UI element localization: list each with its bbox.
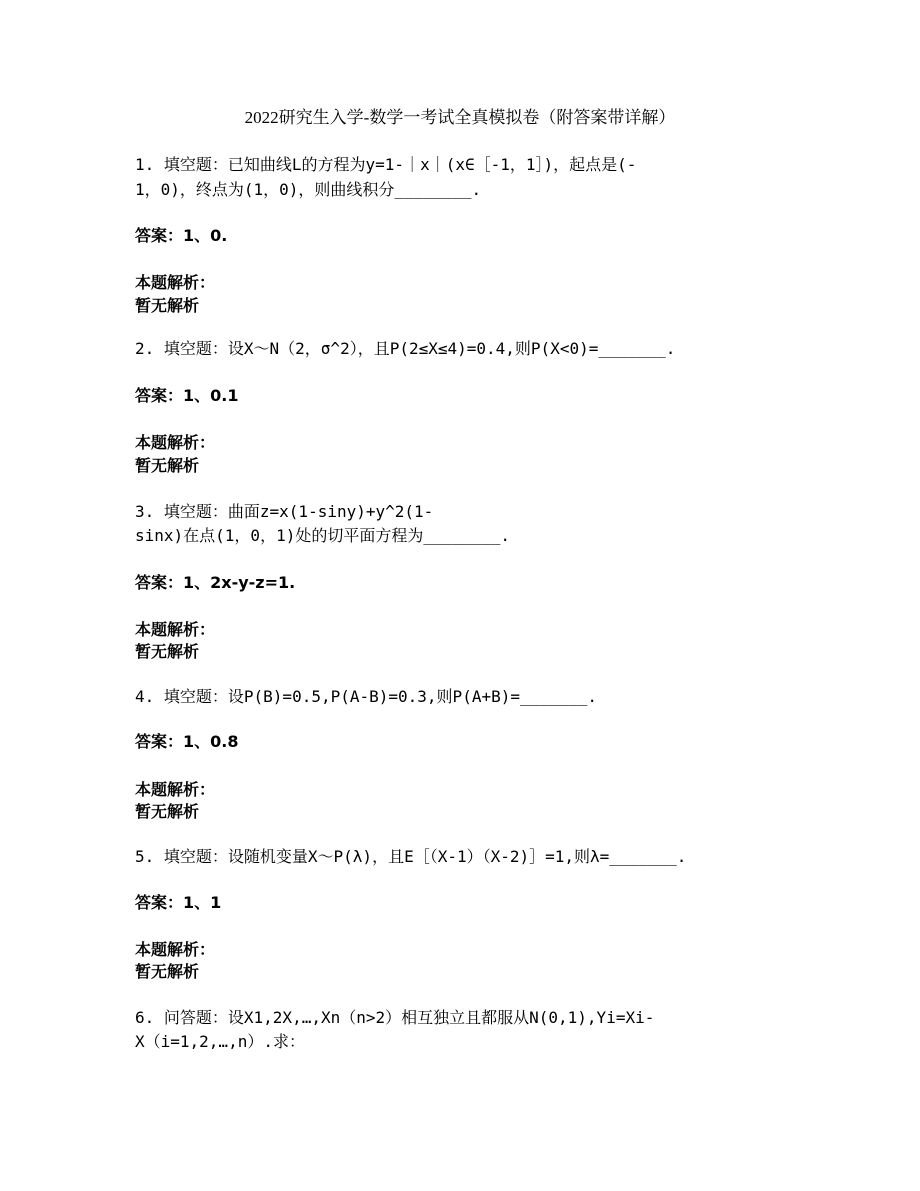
analysis-5: 暂无解析 <box>135 962 200 981</box>
analysis-4: 暂无解析 <box>135 802 200 821</box>
answer-5: 答案：1、1 <box>135 893 222 912</box>
analysis-label-4: 本题解析： <box>135 780 216 799</box>
analysis-label-1: 本题解析： <box>135 273 216 292</box>
analysis-label-2: 本题解析： <box>135 433 216 452</box>
analysis-label-5: 本题解析： <box>135 940 216 959</box>
analysis-2: 暂无解析 <box>135 456 200 475</box>
question-3-line-1: 3. 填空题：曲面z=x(1-siny)+y^2(1- <box>135 502 434 521</box>
question-6-line-1: 6. 问答题：设X1,2X,…,Xn（n>2）相互独立且都服从N(0,1),Yi=Xi- <box>135 1008 655 1027</box>
answer-4: 答案：1、0.8 <box>135 732 239 751</box>
answer-3: 答案：1、2x-y-z=1. <box>135 573 296 592</box>
question-4-line-1: 4. 填空题：设P(B)=0.5,P(A-B)=0.3,则P(A+B)=_______. <box>135 687 598 706</box>
answer-2: 答案：1、0.1 <box>135 386 239 405</box>
question-6-line-2: X（i=1,2,…,n）.求： <box>135 1032 305 1051</box>
analysis-label-3: 本题解析： <box>135 620 216 639</box>
question-1-line-1: 1. 填空题：已知曲线L的方程为y=1-｜x｜(x∈［-1，1］)，起点是(- <box>135 155 637 174</box>
document-title: 2022研究生入学-数学一考试全真模拟卷（附答案带详解） <box>244 108 676 127</box>
question-2-line-1: 2. 填空题：设X～N（2，σ^2），且P(2≤X≤4)=0.4,则P(X<0)=_______. <box>135 339 676 358</box>
question-1-line-2: 1，0)，终点为(1，0)，则曲线积分________. <box>135 180 482 199</box>
analysis-1: 暂无解析 <box>135 296 200 315</box>
question-5-line-1: 5. 填空题：设随机变量X～P(λ)，且E［（X-1）（X-2)］=1,则λ=_______. <box>135 847 687 866</box>
question-3-line-2: sinx)在点(1，0，1)处的切平面方程为________. <box>135 526 511 545</box>
answer-1: 答案：1、0. <box>135 226 228 245</box>
analysis-3: 暂无解析 <box>135 642 200 661</box>
